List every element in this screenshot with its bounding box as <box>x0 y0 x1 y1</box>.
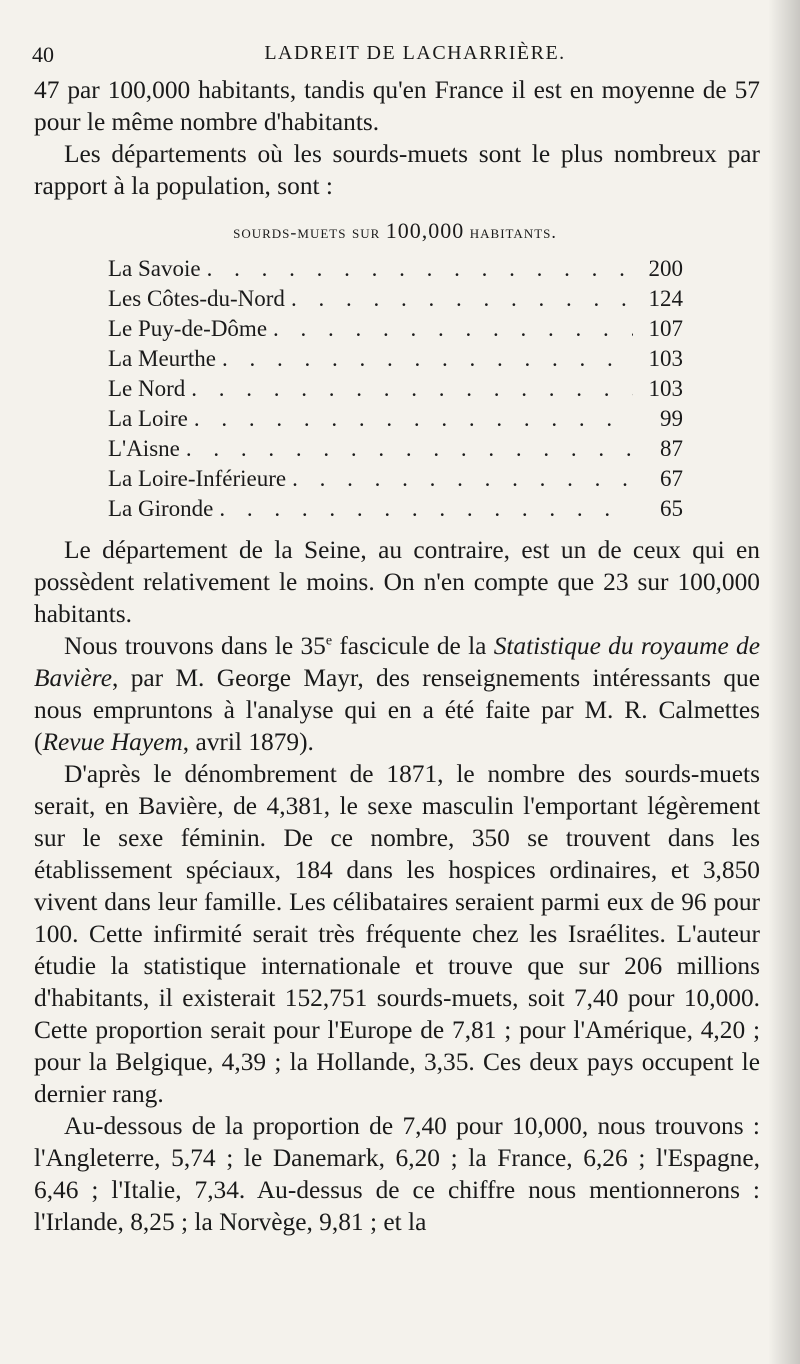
departement-value: 124 <box>648 286 683 311</box>
departement-value: 65 <box>660 496 683 521</box>
departement-name: La Savoie <box>108 256 201 281</box>
table-row <box>108 314 683 344</box>
paragraph-departements-intro: Les départements où les sourds-muets sont le plus nombreux par rapport à la population, sont : <box>34 140 760 200</box>
baviere-text-3: , par M. George Mayr, des renseignements intéressants que nous empruntons à l'analyse qui en a été faite par M. R. Calmettes ( <box>34 664 760 756</box>
paragraph-baviere <box>34 630 760 758</box>
baviere-text-4: , avril 1879). <box>182 728 314 756</box>
departement-value: 200 <box>648 256 683 281</box>
leader-dots <box>292 464 633 494</box>
table-row <box>108 374 683 404</box>
table-caption-part1: sourds-muets sur <box>233 222 381 242</box>
departement-name: Le Nord <box>108 376 186 401</box>
departement-name: La Loire-Inférieure <box>108 466 287 491</box>
departement-value: 67 <box>660 466 683 491</box>
departement-value: 103 <box>648 376 683 401</box>
table-caption-number: 100,000 <box>385 218 465 243</box>
paragraph-seine: Le département de la Seine, au contraire, est un de ceux qui en possèdent relativement le moins. On n'en compte que 23 sur 100,000 habitants. <box>34 536 760 628</box>
departement-name: La Meurthe <box>108 346 216 371</box>
leader-dots <box>194 404 633 434</box>
page-number: 40 <box>32 42 54 67</box>
table-row <box>108 464 683 494</box>
baviere-superscript: e <box>325 633 333 649</box>
departements-table <box>108 254 683 524</box>
paragraph-continued: 47 par 100,000 habitants, tandis qu'en France il est en moyenne de 57 pour le même nombre d'habitants. <box>34 76 760 136</box>
baviere-text-1: Nous trouvons dans le 35 <box>64 632 326 660</box>
departement-value: 107 <box>648 316 683 341</box>
baviere-title-revue: Revue Hayem <box>42 728 183 756</box>
running-title: LADREIT DE LACHARRIÈRE. <box>264 42 566 64</box>
running-head <box>30 30 760 74</box>
departement-value: 87 <box>660 436 683 461</box>
baviere-text-2: fascicule de la <box>332 632 494 660</box>
leader-dots <box>291 284 633 314</box>
table-caption-part2: habitants. <box>469 222 557 242</box>
table-row <box>108 404 683 434</box>
baviere-title-statistique: Statistique du royaume de Bavière <box>34 632 760 692</box>
leader-dots <box>222 344 633 374</box>
paragraph-denombrement: D'après le dénombrement de 1871, le nombre des sourds-muets serait, en Bavière, de 4,381, le sexe masculin l'emportant légèrement sur le sexe féminin. De ce nombre, 350 se trouvent dans les établissement spéciaux, 184 dans les hospices ordinaires, et 3,850 vivent dans leur famille. Les célibataires seraient parmi eux de 96 pour 100. Cette infirmité serait très fréquente chez les Israélites. L'auteur étudie la statistique internationale et trouve que sur 206 millions d'habitants, il existerait 152,751 sourds-muets, soit 7,40 pour 10,000. Cette proportion serait pour l'Europe de 7,81 ; pour l'Amérique, 4,20 ; pour la Belgique, 4,39 ; la Hollande, 3,35. Ces deux pays occupent le dernier rang. <box>34 760 760 1108</box>
table-row <box>108 494 683 524</box>
departement-value: 103 <box>648 346 683 371</box>
leader-dots <box>273 314 633 344</box>
departement-name: Le Puy-de-Dôme <box>108 316 268 341</box>
body-text <box>30 74 760 202</box>
table-row <box>108 254 683 284</box>
departement-name: La Loire <box>108 406 188 431</box>
departement-name: Les Côtes-du-Nord <box>108 286 285 311</box>
leader-dots <box>219 494 633 524</box>
table-row <box>108 284 683 314</box>
body-text-continued <box>30 534 760 1238</box>
table-row <box>108 344 683 374</box>
departement-name: La Gironde <box>108 496 214 521</box>
leader-dots <box>186 434 633 464</box>
table-caption <box>30 218 760 244</box>
table-row <box>108 434 683 464</box>
leader-dots <box>191 374 633 404</box>
departement-value: 99 <box>660 406 683 431</box>
paragraph-proportion: Au-dessous de la proportion de 7,40 pour 10,000, nous trouvons : l'Angleterre, 5,74 ; le Danemark, 6,20 ; la France, 6,26 ; l'Espagne, 6,46 ; l'Italie, 7,34. Au-dessus de ce chiffre nous mentionnerons : l'Irlande, 8,25 ; la Norvège, 9,81 ; et la <box>34 1112 760 1236</box>
departement-name: L'Aisne <box>108 436 180 461</box>
leader-dots <box>207 254 633 284</box>
